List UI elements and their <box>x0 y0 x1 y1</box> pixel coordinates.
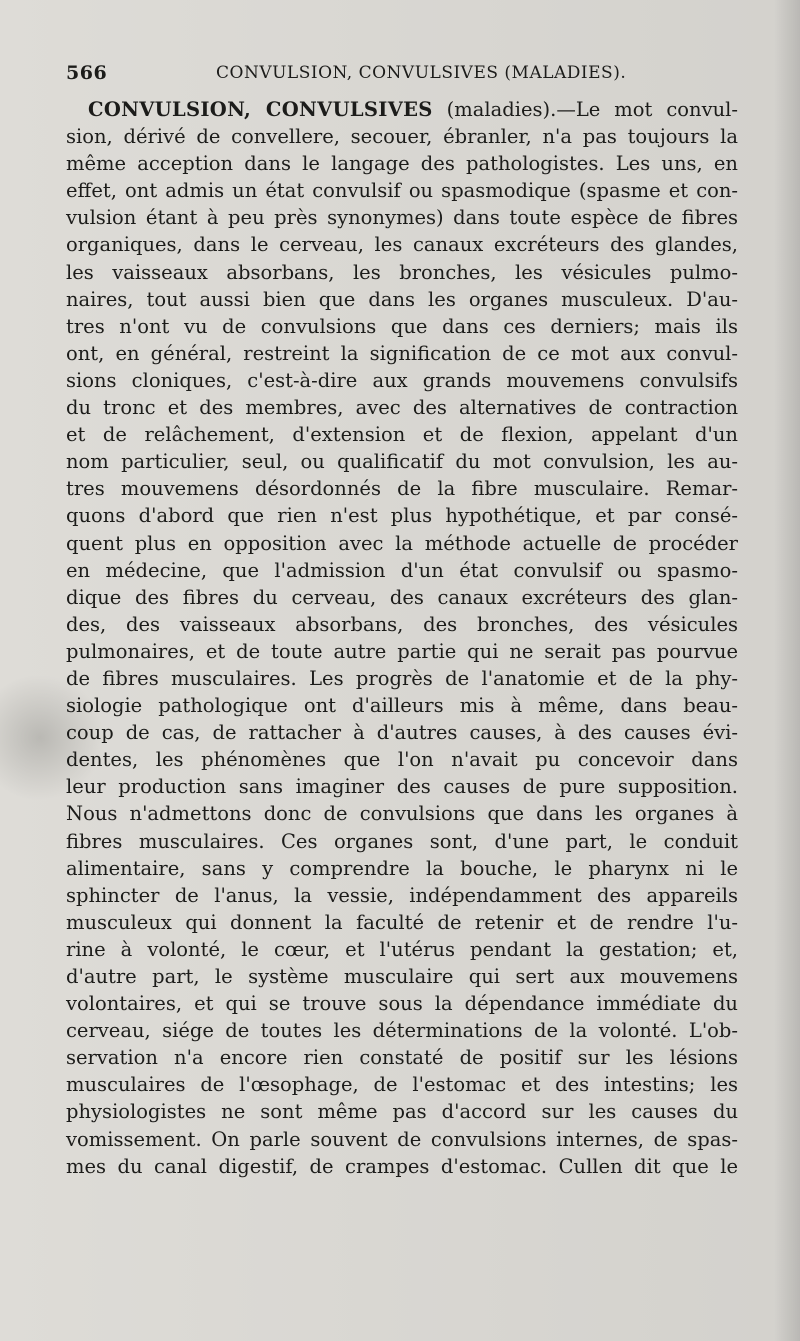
running-head: CONVULSION, CONVULSIVES (MALADIES). <box>216 63 627 83</box>
body-text <box>66 96 738 1180</box>
text-line: effet, ont admis un état convulsif ou spasmodique (spasme et con- <box>66 179 738 203</box>
text-line: servation n'a encore rien constaté de positif sur les lésions <box>66 1046 738 1070</box>
text-line: tres n'ont vu de convulsions que dans ces derniers; mais ils <box>66 314 738 338</box>
text-line: d'autre part, le système musculaire qui sert aux mouvemens <box>66 965 738 988</box>
text-line: nom particulier, seul, ou qualificatif du mot convulsion, les au- <box>66 450 738 474</box>
text-line: pulmonaires, et de toute autre partie qui ne serait pas pourvue <box>66 639 738 663</box>
text-line: dique des fibres du cerveau, des canaux excréteurs des glan- <box>66 585 738 609</box>
text-line: vomissement. On parle souvent de convulsions internes, de spas- <box>66 1127 738 1151</box>
text-line: fibres musculaires. Ces organes sont, d'une part, le conduit <box>66 829 738 853</box>
text-line: rine à volonté, le cœur, et l'utérus pendant la gestation; et, <box>66 937 738 961</box>
text-line: les vaisseaux absorbans, les bronches, les vésicules pulmo- <box>66 260 738 284</box>
entry-title: CONVULSION, CONVULSIVES <box>88 98 433 121</box>
text-line: mes du canal digestif, de crampes d'estomac. Cullen dit que le <box>66 1154 738 1178</box>
text-line: tres mouvemens désordonnés de la fibre musculaire. Remar- <box>66 477 738 501</box>
text-line-content: (maladies).—Le mot convul- <box>432 98 738 121</box>
page-header <box>66 62 746 88</box>
text-line <box>66 96 738 123</box>
text-line: de fibres musculaires. Les progrès de l'anatomie et de la phy- <box>66 666 738 690</box>
text-line: quons d'abord que rien n'est plus hypothétique, et par consé- <box>66 504 738 528</box>
text-line: et de relâchement, d'extension et de flexion, appelant d'un <box>66 423 738 447</box>
page-number: 566 <box>66 62 108 84</box>
text-line: organiques, dans le cerveau, les canaux excréteurs des glandes, <box>66 233 738 257</box>
text-line: volontaires, et qui se trouve sous la dépendance immédiate du <box>66 992 738 1016</box>
text-line: Nous n'admettons donc de convulsions que dans les organes à <box>66 802 738 826</box>
text-line: des, des vaisseaux absorbans, des bronches, des vésicules <box>66 612 738 636</box>
text-line: sphincter de l'anus, la vessie, indépendamment des appareils <box>66 883 738 907</box>
text-line: en médecine, que l'admission d'un état convulsif ou spasmo- <box>66 558 738 582</box>
text-line: cerveau, siége de toutes les déterminations de la volonté. L'ob- <box>66 1019 738 1043</box>
text-line: leur production sans imaginer des causes de pure supposition. <box>66 775 738 799</box>
text-line: quent plus en opposition avec la méthode actuelle de procéder <box>66 531 738 555</box>
text-line: du tronc et des membres, avec des alternatives de contraction <box>66 396 738 420</box>
text-line: siologie pathologique ont d'ailleurs mis à même, dans beau- <box>66 694 738 718</box>
text-line: vulsion étant à peu près synonymes) dans toute espèce de fibres <box>66 206 738 230</box>
page-edge-shadow <box>774 0 800 1341</box>
text-line: coup de cas, de rattacher à d'autres causes, à des causes évi- <box>66 721 738 745</box>
text-line: dentes, les phénomènes que l'on n'avait pu concevoir dans <box>66 748 738 772</box>
text-line: musculeux qui donnent la faculté de retenir et de rendre l'u- <box>66 910 738 934</box>
text-line: même acception dans le langage des pathologistes. Les uns, en <box>66 152 738 176</box>
text-line: ont, en général, restreint la signification de ce mot aux convul- <box>66 341 738 365</box>
text-line: sions cloniques, c'est-à-dire aux grands mouvemens convulsifs <box>66 368 738 392</box>
text-line: alimentaire, sans y comprendre la bouche, le pharynx ni le <box>66 856 738 880</box>
text-line: naires, tout aussi bien que dans les organes musculeux. D'au- <box>66 287 738 311</box>
text-line: musculaires de l'œsophage, de l'estomac et des intestins; les <box>66 1073 738 1097</box>
text-line: physiologistes ne sont même pas d'accord sur les causes du <box>66 1100 738 1124</box>
text-line: sion, dérivé de convellere, secouer, ébranler, n'a pas toujours la <box>66 125 738 149</box>
